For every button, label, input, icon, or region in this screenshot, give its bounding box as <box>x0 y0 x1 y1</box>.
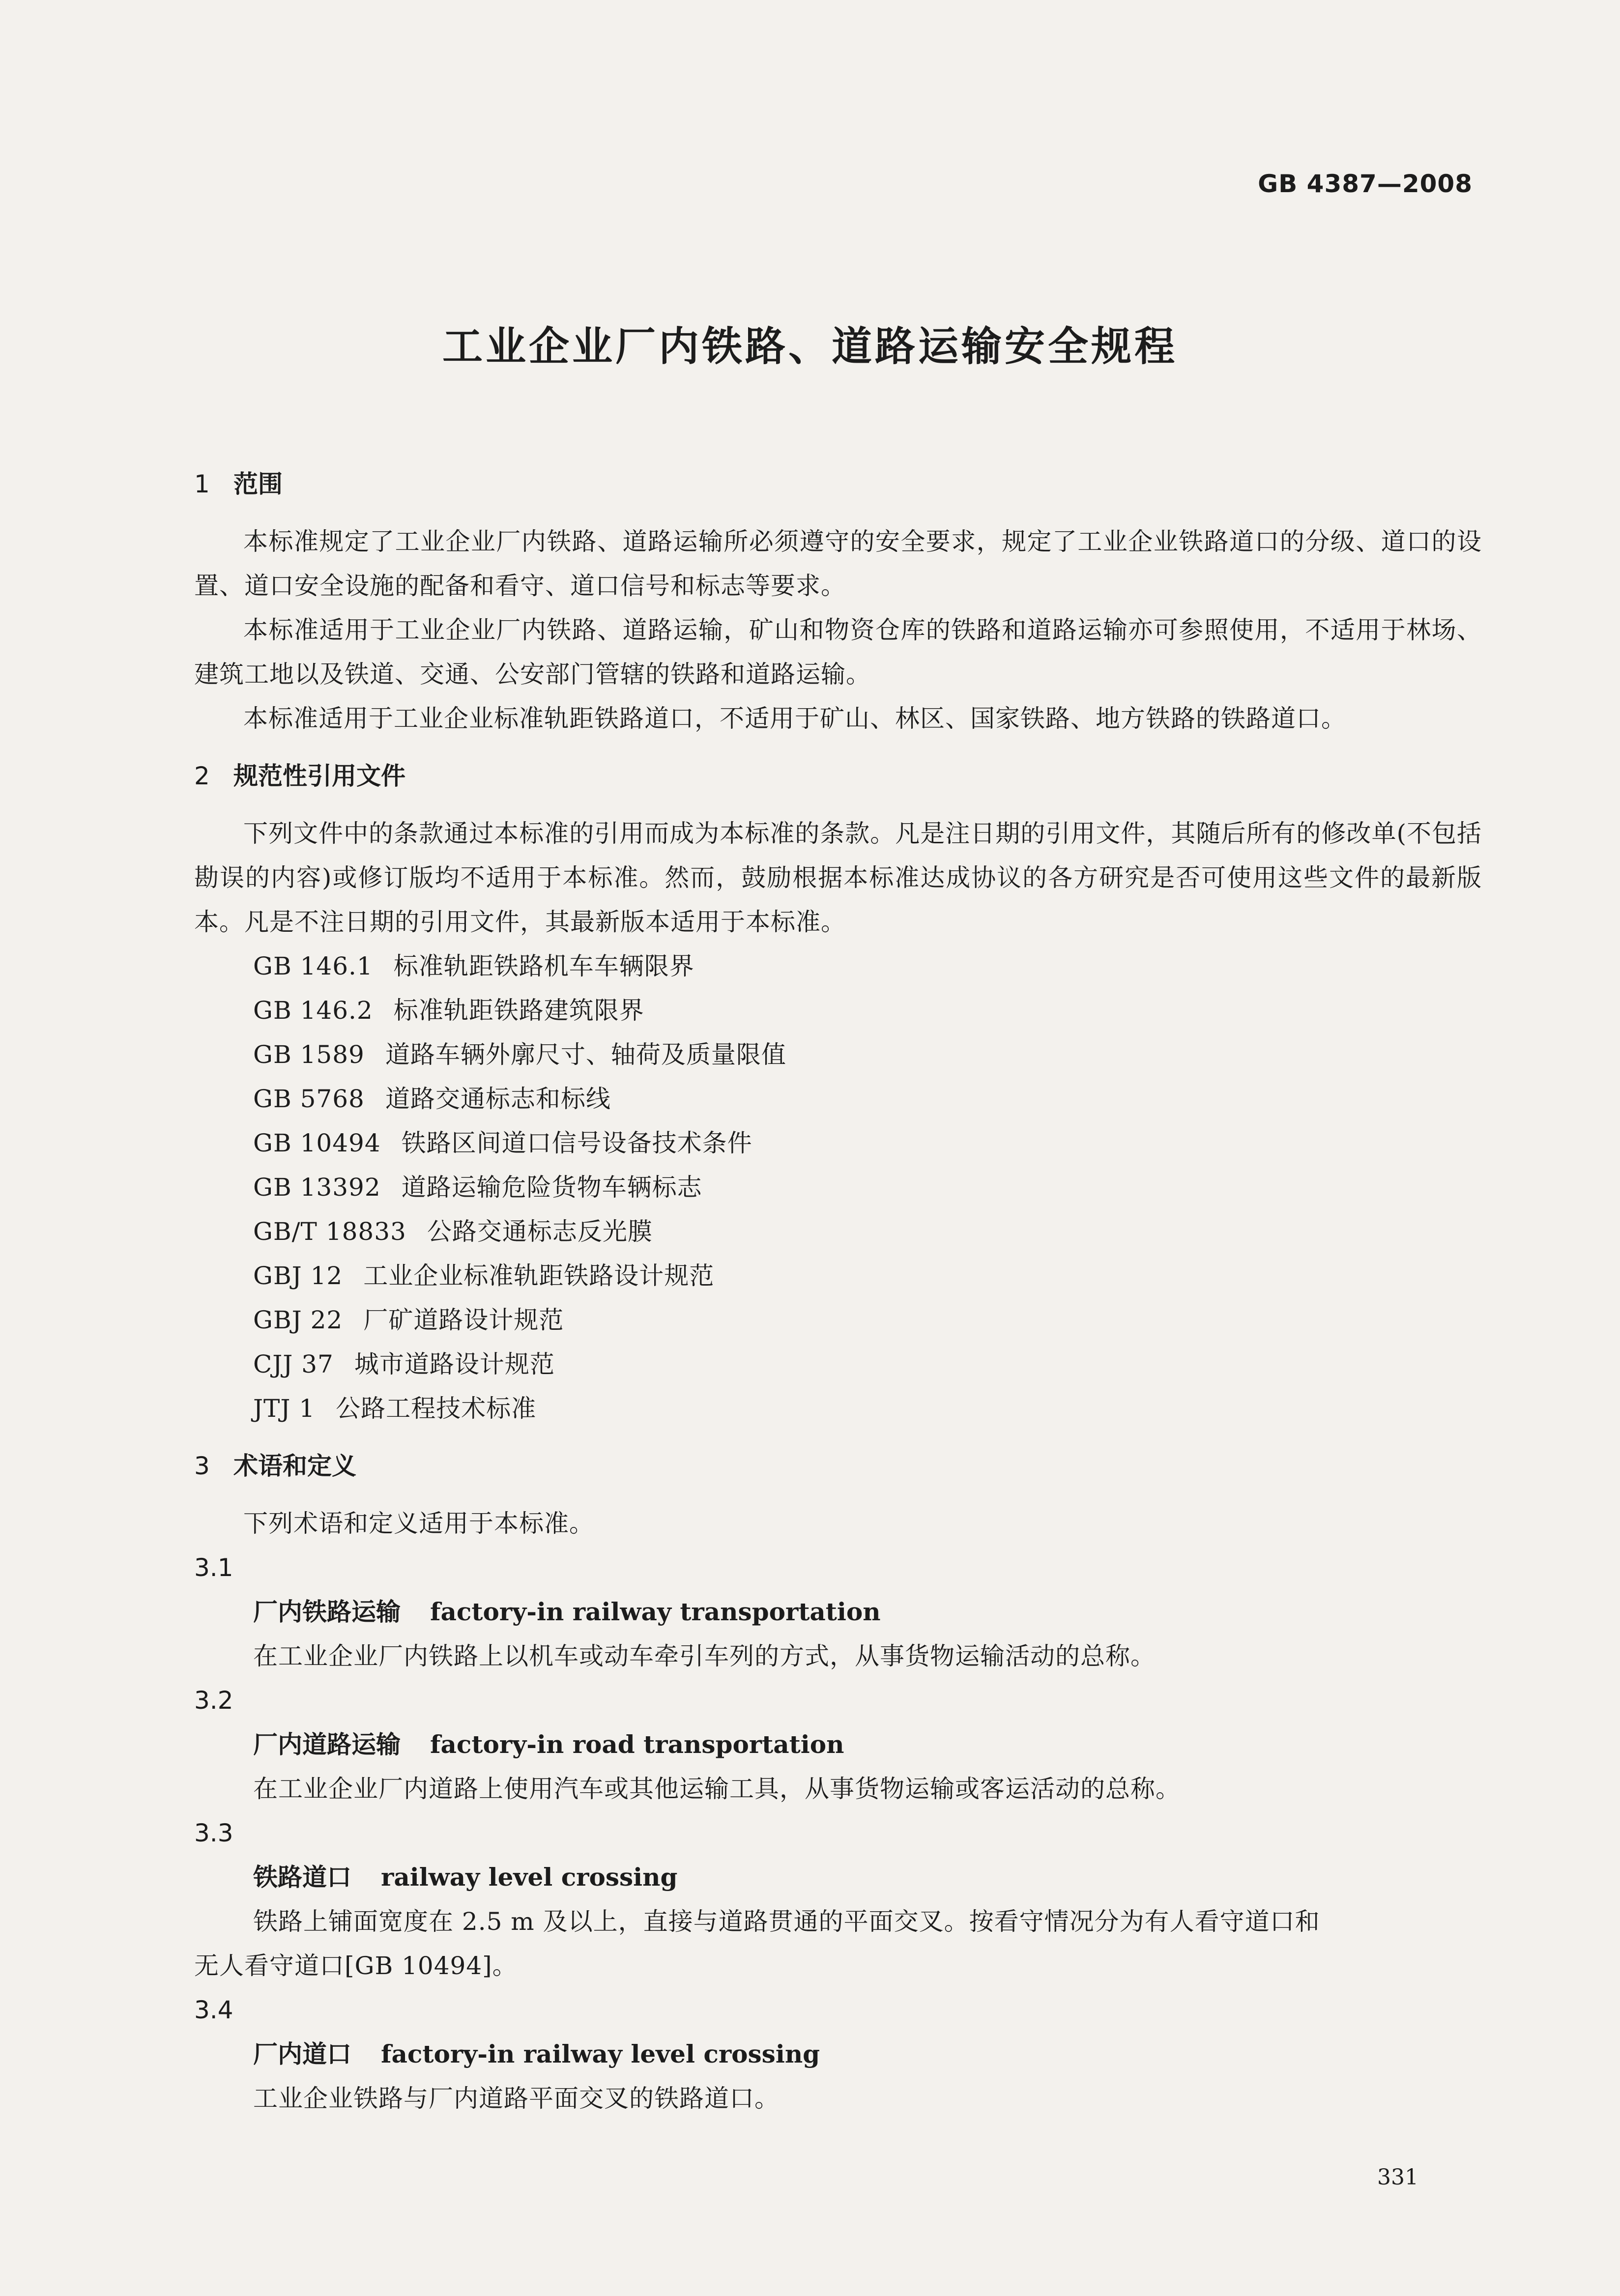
term-entry <box>194 1722 1482 1767</box>
paragraph: 本标准适用于工业企业厂内铁路、道路运输，矿山和物资仓库的铁路和道路运输亦可参照使用，不适用于林场、建筑工地以及铁道、交通、公安部门管辖的铁路和道路运输。 <box>194 616 1482 689</box>
reference-title: 道路运输危险货物车辆标志 <box>401 1173 702 1202</box>
reference-title: 道路交通标志和标线 <box>385 1085 611 1113</box>
reference-item <box>194 1342 1482 1386</box>
term-number: 3.3 <box>194 1819 233 1847</box>
term-definition: 铁路上铺面宽度在 2.5 m 及以上，直接与道路贯通的平面交叉。按看守情况分为有人看守道口和 <box>253 1907 1320 1936</box>
page-number: 331 <box>1377 2165 1418 2190</box>
term-zh: 铁路道口 <box>253 1863 351 1892</box>
section-heading-references <box>194 751 1482 801</box>
reference-item <box>194 1298 1482 1342</box>
reference-code: GB 146.2 <box>253 996 373 1025</box>
term-definition: 在工业企业厂内铁路上以机车或动车牵引车列的方式，从事货物运输活动的总称。 <box>253 1642 1156 1670</box>
section-title: 术语和定义 <box>233 1452 356 1480</box>
section-number: 3 <box>194 1452 210 1480</box>
reference-title: 公路交通标志反光膜 <box>427 1217 653 1246</box>
reference-code: GB 5768 <box>253 1085 365 1113</box>
term-en: factory-in road transportation <box>430 1730 844 1759</box>
term-number: 3.1 <box>194 1553 233 1582</box>
document-body <box>194 455 1482 2121</box>
term-definition: 工业企业铁路与厂内道路平面交叉的铁路道口。 <box>253 2084 780 2113</box>
standard-code: GB 4387—2008 <box>1258 170 1473 198</box>
reference-title: 标准轨距铁路机车车辆限界 <box>393 952 694 980</box>
reference-list <box>194 944 1482 1431</box>
reference-title: 标准轨距铁路建筑限界 <box>393 996 644 1025</box>
reference-item <box>194 988 1482 1033</box>
term-entry <box>194 1855 1482 1899</box>
document-title: 工业企业厂内铁路、道路运输安全规程 <box>442 323 1178 370</box>
term-entry <box>194 1590 1482 1634</box>
reference-title: 道路车辆外廓尺寸、轴荷及质量限值 <box>385 1040 786 1069</box>
reference-item <box>194 1165 1482 1209</box>
reference-item <box>194 1033 1482 1077</box>
term-definition-continued: 无人看守道口[GB 10494]。 <box>194 1952 518 1980</box>
term-zh: 厂内铁路运输 <box>253 1598 401 1626</box>
reference-title: 公路工程技术标准 <box>336 1394 537 1423</box>
paragraph: 本标准规定了工业企业厂内铁路、道路运输所必须遵守的安全要求，规定了工业企业铁路道口的分级、道口的设置、道口安全设施的配备和看守、道口信号和标志等要求。 <box>194 527 1482 600</box>
reference-code: GB 10494 <box>253 1129 381 1157</box>
term-en: factory-in railway level crossing <box>381 2039 820 2068</box>
term-zh: 厂内道口 <box>253 2040 351 2068</box>
reference-title: 城市道路设计规范 <box>354 1350 555 1378</box>
reference-title: 厂矿道路设计规范 <box>363 1306 564 1334</box>
reference-item <box>194 1254 1482 1298</box>
reference-item <box>194 1386 1482 1431</box>
reference-code: GB 146.1 <box>253 952 373 980</box>
section-heading-scope <box>194 459 1482 509</box>
section-heading-terms <box>194 1441 1482 1491</box>
reference-item <box>194 944 1482 988</box>
reference-item <box>194 1121 1482 1165</box>
section-title: 范围 <box>233 470 283 498</box>
paragraph: 下列术语和定义适用于本标准。 <box>243 1509 594 1538</box>
reference-title: 铁路区间道口信号设备技术条件 <box>401 1129 752 1157</box>
reference-item <box>194 1209 1482 1254</box>
term-number: 3.4 <box>194 1996 233 2024</box>
reference-code: GBJ 22 <box>253 1306 343 1334</box>
reference-item <box>194 1077 1482 1121</box>
reference-title: 工业企业标准轨距铁路设计规范 <box>363 1262 715 1290</box>
reference-code: GBJ 12 <box>253 1262 343 1290</box>
term-definition: 在工业企业厂内道路上使用汽车或其他运输工具，从事货物运输或客运活动的总称。 <box>253 1775 1181 1803</box>
reference-code: GB 13392 <box>253 1173 381 1202</box>
paragraph: 本标准适用于工业企业标准轨距铁路道口，不适用于矿山、林区、国家铁路、地方铁路的铁路道口。 <box>243 704 1346 733</box>
term-en: railway level crossing <box>381 1863 678 1892</box>
section-number: 2 <box>194 762 210 790</box>
reference-code: CJJ 37 <box>253 1350 334 1378</box>
paragraph: 下列文件中的条款通过本标准的引用而成为本标准的条款。凡是注日期的引用文件，其随后所有的修改单(不包括勘误的内容)或修订版均不适用于本标准。然而，鼓励根据本标准达成协议的各方研究是否可使用这些文件的最新版本。凡是不注日期的引用文件，其最新版本适用于本标准。 <box>194 819 1482 936</box>
term-zh: 厂内道路运输 <box>253 1730 401 1759</box>
term-en: factory-in railway transportation <box>430 1597 881 1626</box>
term-number: 3.2 <box>194 1686 233 1715</box>
section-number: 1 <box>194 470 210 498</box>
term-entry <box>194 2032 1482 2076</box>
reference-code: GB 1589 <box>253 1040 365 1069</box>
section-title: 规范性引用文件 <box>233 762 405 790</box>
reference-code: GB/T 18833 <box>253 1217 406 1246</box>
reference-code: JTJ 1 <box>253 1394 316 1423</box>
